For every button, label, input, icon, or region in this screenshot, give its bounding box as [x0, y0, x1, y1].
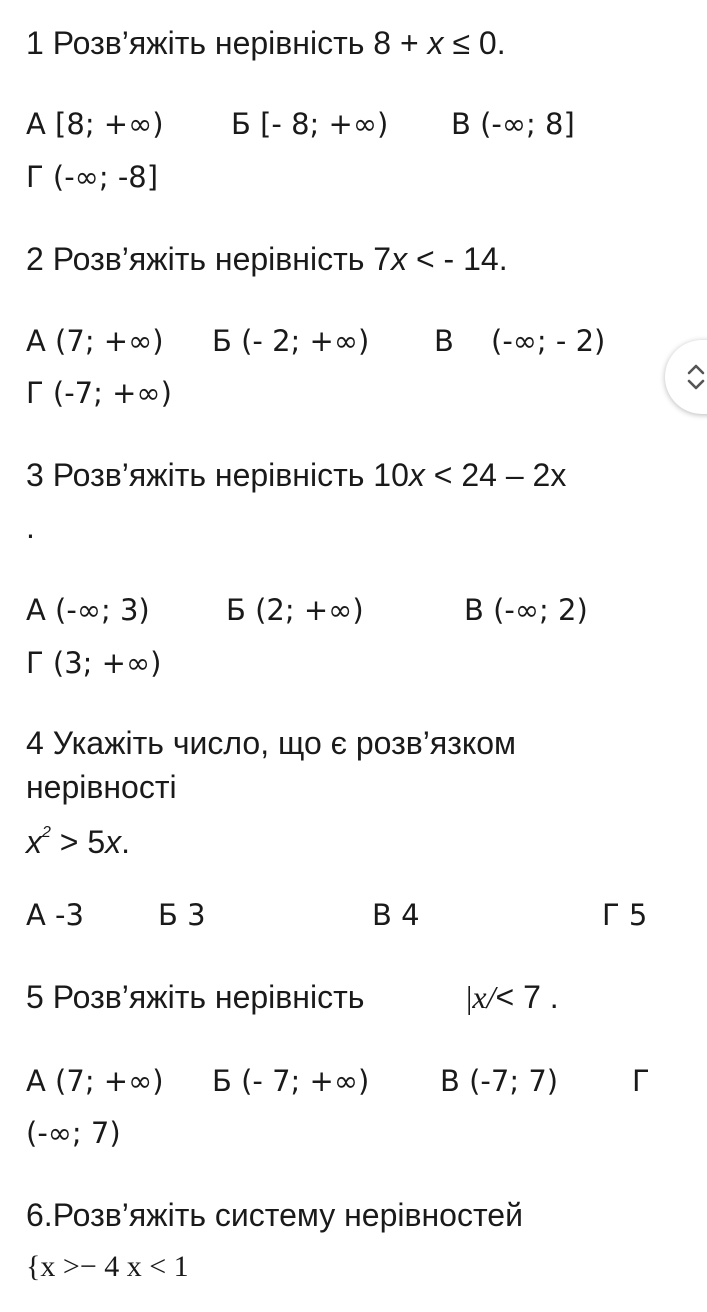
option-v: В (-∞; 8]	[451, 107, 575, 141]
option-g: Г 5	[602, 898, 648, 932]
option-a: А -3	[26, 898, 84, 932]
question-2-prompt: 2 Розв’яжіть нерівність 7x < - 14.	[26, 241, 508, 277]
question-1-prompt: 1 Розв’яжіть нерівність 8 + x ≤ 0.	[26, 25, 506, 61]
question-4-prompt: 4 Укажіть число, що є розв’язком	[26, 725, 517, 761]
option-g-value: (-∞; 7)	[26, 1116, 121, 1150]
option-a: А (-∞; 3)	[26, 593, 150, 627]
question-5-prompt: 5 Розв’яжіть нерівність |x/< 7 .	[26, 979, 559, 1015]
option-g: Г (3; +∞)	[26, 646, 162, 680]
option-v-value: (-∞; - 2)	[491, 324, 606, 358]
option-g: Г	[632, 1064, 650, 1098]
question-3-prompt-continued: .	[26, 509, 35, 545]
option-v: В 4	[372, 898, 420, 932]
question-4-formula: $x^2 > 5x$.	[26, 824, 131, 860]
question-6-system-formula: {x >− 4 x < 1	[26, 1250, 189, 1283]
option-b: Б [- 8; +∞)	[231, 107, 389, 141]
option-a: А (7; +∞)	[26, 1064, 164, 1098]
question-6-prompt: 6.Розв’яжіть систему нерівностей	[26, 1197, 523, 1233]
question-4-prompt-continued: нерівності	[26, 769, 177, 805]
option-g: Г (-7; +∞)	[26, 376, 172, 410]
option-g: Г (-∞; -8]	[26, 160, 159, 194]
question-3-prompt: 3 Розв’яжіть нерівність 10x < 24 – 2x	[26, 457, 567, 493]
option-v: В	[434, 324, 454, 358]
option-a: А [8; +∞)	[26, 107, 164, 141]
option-b: Б (- 7; +∞)	[212, 1064, 370, 1098]
option-b: Б (2; +∞)	[226, 593, 364, 627]
abs-inequality: |x/< 7 .	[466, 979, 559, 1015]
option-b: Б 3	[158, 898, 206, 932]
up-down-chevrons-icon	[685, 362, 707, 392]
option-b: Б (- 2; +∞)	[212, 324, 370, 358]
option-a: А (7; +∞)	[26, 324, 164, 358]
option-v: В (-7; 7)	[440, 1064, 559, 1098]
option-v: В (-∞; 2)	[464, 593, 588, 627]
